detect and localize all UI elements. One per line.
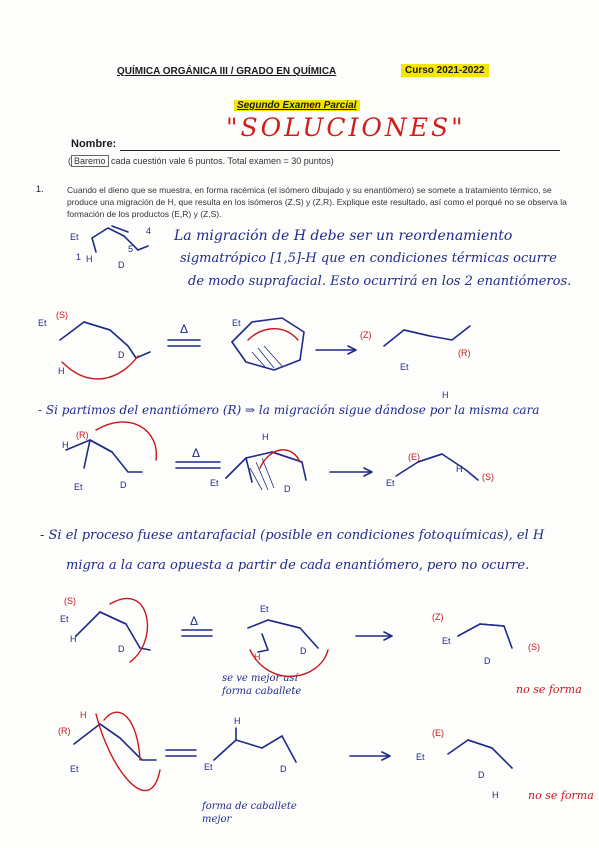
course-year: Curso 2021-2022 — [401, 64, 489, 77]
row4-sawhorse-skeleton — [214, 736, 296, 762]
label-s-row1: (S) — [56, 310, 68, 320]
label-et-chair: Et — [260, 604, 269, 614]
scoring-label: Baremo — [71, 155, 109, 167]
label-et-prod4: Et — [416, 752, 425, 762]
label-et-row1: Et — [38, 318, 47, 328]
label-z-row3: (Z) — [432, 612, 444, 622]
label-et-prod2: Et — [386, 478, 395, 488]
label-r-row1: (R) — [458, 348, 471, 358]
label-et-ts1: Et — [232, 318, 241, 328]
label-h-sawhorse: H — [234, 716, 241, 726]
label-et-prod3: Et — [442, 636, 451, 646]
question-text: Cuando el dieno que se muestra, en forma racémica (el isómero dibujado y su enantiómero) se somete a tratamiento térmico, se produce una migración de H, que resulta en los isómeros (Z,S) y (Z,R). Explique este resultado, así como el porqué no se observa la formación de los productos (E,R) y (Z,S). — [67, 185, 567, 219]
label-h-prod1: H — [442, 390, 449, 400]
enantiomer-line: - Si partimos del enantiómero (R) ⇒ la migración sigue dándose por la misma cara — [38, 403, 540, 417]
label-h-chair: H — [254, 652, 261, 662]
label-et-prod1: Et — [400, 362, 409, 372]
label-d-start: D — [118, 260, 125, 270]
scoring-text: cada cuestión vale 6 puntos. Total examen = 30 puntos) — [111, 156, 334, 166]
label-num-4: 4 — [146, 226, 152, 236]
exam-title: Segundo Examen Parcial — [234, 100, 360, 111]
label-d-prod4: D — [478, 770, 485, 780]
label-h-prod2: H — [456, 464, 463, 474]
row1-migration-arrow — [62, 356, 138, 379]
label-h-row2: H — [62, 440, 69, 450]
name-value: "SOLUCIONES" — [226, 113, 466, 142]
note-sawhorse: forma de caballete mejor — [202, 801, 297, 825]
label-h-ts2: H — [262, 432, 269, 442]
label-h-prod4: H — [492, 790, 499, 800]
label-et-start: Et — [70, 232, 79, 242]
row1-ts-ring — [232, 318, 304, 360]
label-d-ts2: D — [284, 484, 291, 494]
course-title: QUÍMICA ORGÁNICA III / GRADO EN QUÍMICA — [117, 66, 337, 77]
label-h-row4: H — [80, 710, 87, 720]
label-d-row1: D — [118, 350, 125, 360]
answer-intro-3: de modo suprafacial. Esto ocurrirá en los 2 enantiómeros. — [188, 274, 572, 289]
label-delta-row3: Δ — [190, 614, 199, 628]
scoring-note: ( Baremo cada cuestión vale 6 puntos. Total examen = 30 puntos) — [68, 156, 334, 166]
label-d-chair: D — [300, 646, 307, 656]
label-et-sawhorse: Et — [204, 762, 213, 772]
label-h-row3: H — [70, 634, 77, 644]
label-s-row3: (S) — [64, 596, 76, 606]
label-h-row1: H — [58, 366, 65, 376]
label-num-1: 1 — [76, 252, 82, 262]
row3-product-skeleton — [458, 624, 512, 648]
antara-line-1: - Si el proceso fuese antarafacial (posible en condiciones fotoquímicas), el H — [40, 528, 545, 543]
question-number: 1. — [36, 184, 44, 194]
label-d-row3: D — [118, 644, 125, 654]
label-delta-row1: Δ — [180, 322, 189, 336]
label-r-row4: (R) — [58, 726, 71, 736]
row4-migration-arrow — [96, 714, 160, 791]
name-label: Nombre: — [71, 138, 117, 150]
row4-reactant-skeleton — [74, 724, 156, 760]
label-z-row1: (Z) — [360, 330, 372, 340]
label-d-row2: D — [120, 480, 127, 490]
row2-ts-ring — [226, 452, 306, 480]
label-s-row3-prod: (S) — [528, 642, 540, 652]
row2-reactant-skeleton — [66, 440, 142, 472]
answer-intro-1: La migración de H debe ser un reordenamiento — [174, 228, 513, 244]
label-d-sawhorse: D — [280, 764, 287, 774]
answer-intro-2: sigmatrópico [1,5]-H que en condiciones térmicas ocurre — [180, 251, 557, 266]
label-e-row4: (E) — [432, 728, 444, 738]
label-e-row2: (E) — [408, 452, 420, 462]
antara-line-2: migra a la cara opuesta a partir de cada enantiómero, pero no ocurre. — [66, 558, 530, 573]
label-h-start: H — [86, 254, 93, 264]
label-et-ts2: Et — [210, 478, 219, 488]
not-formed-label-1: no se forma — [516, 683, 582, 696]
label-num-5: 5 — [128, 244, 134, 254]
label-d-prod3: D — [484, 656, 491, 666]
label-s-row2: (S) — [482, 472, 494, 482]
note-chair: se ve mejor así forma caballete — [222, 673, 302, 697]
label-r-row2: (R) — [76, 430, 89, 440]
not-formed-label-2: no se forma — [528, 789, 594, 802]
label-et-row4: Et — [70, 764, 79, 774]
row2-migration-arrow — [96, 422, 156, 460]
label-et-row3: Et — [60, 614, 69, 624]
label-delta-row2: Δ — [192, 446, 201, 460]
label-et-row2: Et — [74, 482, 83, 492]
